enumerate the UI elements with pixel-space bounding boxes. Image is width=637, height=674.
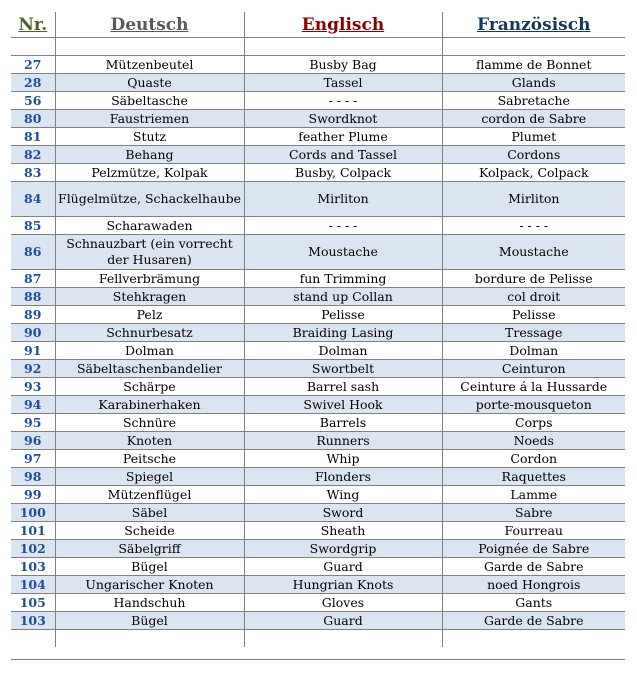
cell-nr: 28 (11, 74, 55, 92)
table-row (11, 504, 625, 522)
table-row (11, 182, 625, 217)
cell-nr: 85 (11, 217, 55, 235)
cell-nr: 90 (11, 324, 55, 342)
cell-deutsch: Säbeltaschenbandelier (55, 360, 244, 378)
table-row (11, 540, 625, 558)
cell-nr: 56 (11, 92, 55, 110)
table-row (11, 217, 625, 235)
cell-nr: 97 (11, 450, 55, 468)
empty-end-row (11, 630, 625, 648)
table-row (11, 56, 625, 74)
cell-englisch: Swivel Hook (244, 396, 442, 414)
table-row (11, 612, 625, 630)
cell-franzoesisch: Plumet (442, 128, 625, 146)
cell-deutsch: Bügel (55, 612, 244, 630)
cell-deutsch: Stutz (55, 128, 244, 146)
cell-deutsch: Spiegel (55, 468, 244, 486)
table-row (11, 110, 625, 128)
cell-deutsch: Peitsche (55, 450, 244, 468)
cell-deutsch: Scharawaden (55, 217, 244, 235)
cell-franzoesisch: noed Hongrois (442, 576, 625, 594)
cell-franzoesisch: Sabretache (442, 92, 625, 110)
cell-deutsch: Schnurbesatz (55, 324, 244, 342)
cell-deutsch: Knoten (55, 432, 244, 450)
cell-englisch: Runners (244, 432, 442, 450)
cell-nr: 99 (11, 486, 55, 504)
cell-franzoesisch: Dolman (442, 342, 625, 360)
table-row (11, 288, 625, 306)
cell-nr: 105 (11, 594, 55, 612)
table-row (11, 342, 625, 360)
table-row (11, 414, 625, 432)
cell-franzoesisch: Gants (442, 594, 625, 612)
cell-deutsch: Stehkragen (55, 288, 244, 306)
cell-englisch: Guard (244, 612, 442, 630)
glossary-table (11, 12, 625, 647)
cell-englisch: Swordgrip (244, 540, 442, 558)
cell-englisch: Guard (244, 558, 442, 576)
table-row (11, 576, 625, 594)
cell-nr: 86 (11, 235, 55, 270)
cell-deutsch: Quaste (55, 74, 244, 92)
cell-franzoesisch: Mirliton (442, 182, 625, 217)
table-row (11, 306, 625, 324)
table-row (11, 594, 625, 612)
cell-deutsch: Schnauzbart (ein vorrecht der Husaren) (55, 235, 244, 270)
cell-englisch: Barrel sash (244, 378, 442, 396)
cell-franzoesisch: Raquettes (442, 468, 625, 486)
cell-englisch: Wing (244, 486, 442, 504)
cell-nr: 96 (11, 432, 55, 450)
cell-deutsch: Säbeltasche (55, 92, 244, 110)
cell-deutsch: Mützenflügel (55, 486, 244, 504)
cell-nr: 89 (11, 306, 55, 324)
table-row (11, 92, 625, 110)
cell-franzoesisch: Ceinture á la Hussarde (442, 378, 625, 396)
header-row (11, 12, 625, 38)
cell-englisch: Tassel (244, 74, 442, 92)
table-row (11, 235, 625, 270)
cell-deutsch: Flügelmütze, Schackelhaube (55, 182, 244, 217)
cell-englisch: Busby Bag (244, 56, 442, 74)
cell-franzoesisch: Noeds (442, 432, 625, 450)
cell-englisch: Swordknot (244, 110, 442, 128)
cell-englisch: Flonders (244, 468, 442, 486)
cell-englisch: fun Trimming (244, 270, 442, 288)
cell-deutsch: Scheide (55, 522, 244, 540)
cell-franzoesisch: Lamme (442, 486, 625, 504)
cell-englisch: Barrels (244, 414, 442, 432)
table-row (11, 378, 625, 396)
cell-franzoesisch: cordon de Sabre (442, 110, 625, 128)
cell-deutsch: Behang (55, 146, 244, 164)
cell-deutsch: Ungarischer Knoten (55, 576, 244, 594)
cell-nr: 103 (11, 612, 55, 630)
cell-deutsch: Mützenbeutel (55, 56, 244, 74)
table-row (11, 396, 625, 414)
cell-deutsch: Pelz (55, 306, 244, 324)
cell-franzoesisch: bordure de Pelisse (442, 270, 625, 288)
cell-franzoesisch: porte-mousqueton (442, 396, 625, 414)
cell-englisch: Moustache (244, 235, 442, 270)
cell-franzoesisch: - - - - (442, 217, 625, 235)
cell-englisch: Dolman (244, 342, 442, 360)
cell-nr: 83 (11, 164, 55, 182)
cell-franzoesisch: Poignée de Sabre (442, 540, 625, 558)
cell-franzoesisch: Pelisse (442, 306, 625, 324)
cell-englisch: Hungrian Knots (244, 576, 442, 594)
table-row (11, 324, 625, 342)
cell-franzoesisch: Fourreau (442, 522, 625, 540)
header-englisch: Englisch (244, 12, 442, 38)
table-row (11, 270, 625, 288)
cell-englisch: Sword (244, 504, 442, 522)
cell-nr: 91 (11, 342, 55, 360)
cell-deutsch: Säbelgriff (55, 540, 244, 558)
table-row (11, 432, 625, 450)
cell-englisch: Sheath (244, 522, 442, 540)
cell-deutsch: Säbel (55, 504, 244, 522)
table-body (11, 38, 625, 648)
cell-franzoesisch: Kolpack, Colpack (442, 164, 625, 182)
cell-franzoesisch: flamme de Bonnet (442, 56, 625, 74)
spacer-row (11, 38, 625, 56)
cell-nr: 84 (11, 182, 55, 217)
header-franzoesisch: Französisch (442, 12, 625, 38)
cell-nr: 104 (11, 576, 55, 594)
cell-franzoesisch: Sabre (442, 504, 625, 522)
table-row (11, 164, 625, 182)
table-row (11, 468, 625, 486)
cell-franzoesisch: Moustache (442, 235, 625, 270)
header-nr: Nr. (11, 12, 55, 38)
cell-deutsch: Handschuh (55, 594, 244, 612)
cell-englisch: Whip (244, 450, 442, 468)
cell-englisch: Swortbelt (244, 360, 442, 378)
cell-nr: 94 (11, 396, 55, 414)
cell-deutsch: Faustriemen (55, 110, 244, 128)
cell-nr: 88 (11, 288, 55, 306)
cell-nr: 82 (11, 146, 55, 164)
cell-franzoesisch: Cordons (442, 146, 625, 164)
cell-englisch: Pelisse (244, 306, 442, 324)
cell-deutsch: Pelzmütze, Kolpak (55, 164, 244, 182)
cell-nr: 98 (11, 468, 55, 486)
cell-englisch: Braiding Lasing (244, 324, 442, 342)
table-row (11, 522, 625, 540)
cell-franzoesisch: Cordon (442, 450, 625, 468)
cell-nr: 81 (11, 128, 55, 146)
cell-nr: 80 (11, 110, 55, 128)
cell-franzoesisch: col droit (442, 288, 625, 306)
cell-nr: 27 (11, 56, 55, 74)
cell-englisch: Cords and Tassel (244, 146, 442, 164)
table-row (11, 74, 625, 92)
table-row (11, 558, 625, 576)
cell-deutsch: Bügel (55, 558, 244, 576)
cell-nr: 103 (11, 558, 55, 576)
cell-deutsch: Fellverbrämung (55, 270, 244, 288)
table-row (11, 360, 625, 378)
cell-deutsch: Schnüre (55, 414, 244, 432)
cell-franzoesisch: Garde de Sabre (442, 612, 625, 630)
cell-nr: 93 (11, 378, 55, 396)
cell-nr: 87 (11, 270, 55, 288)
cell-englisch: feather Plume (244, 128, 442, 146)
cell-franzoesisch: Ceinturon (442, 360, 625, 378)
cell-nr: 95 (11, 414, 55, 432)
cell-deutsch: Dolman (55, 342, 244, 360)
table-row (11, 450, 625, 468)
cell-nr: 102 (11, 540, 55, 558)
header-deutsch: Deutsch (55, 12, 244, 38)
cell-nr: 92 (11, 360, 55, 378)
cell-franzoesisch: Tressage (442, 324, 625, 342)
cell-nr: 101 (11, 522, 55, 540)
cell-nr: 100 (11, 504, 55, 522)
cell-deutsch: Karabinerhaken (55, 396, 244, 414)
cell-englisch: - - - - (244, 217, 442, 235)
cell-franzoesisch: Glands (442, 74, 625, 92)
cell-englisch: Mirliton (244, 182, 442, 217)
table-bottom-border (11, 659, 625, 660)
cell-franzoesisch: Garde de Sabre (442, 558, 625, 576)
table-row (11, 146, 625, 164)
cell-englisch: Busby, Colpack (244, 164, 442, 182)
table-row (11, 128, 625, 146)
cell-franzoesisch: Corps (442, 414, 625, 432)
cell-englisch: stand up Collan (244, 288, 442, 306)
cell-deutsch: Schärpe (55, 378, 244, 396)
table-row (11, 486, 625, 504)
cell-englisch: Gloves (244, 594, 442, 612)
cell-englisch: - - - - (244, 92, 442, 110)
